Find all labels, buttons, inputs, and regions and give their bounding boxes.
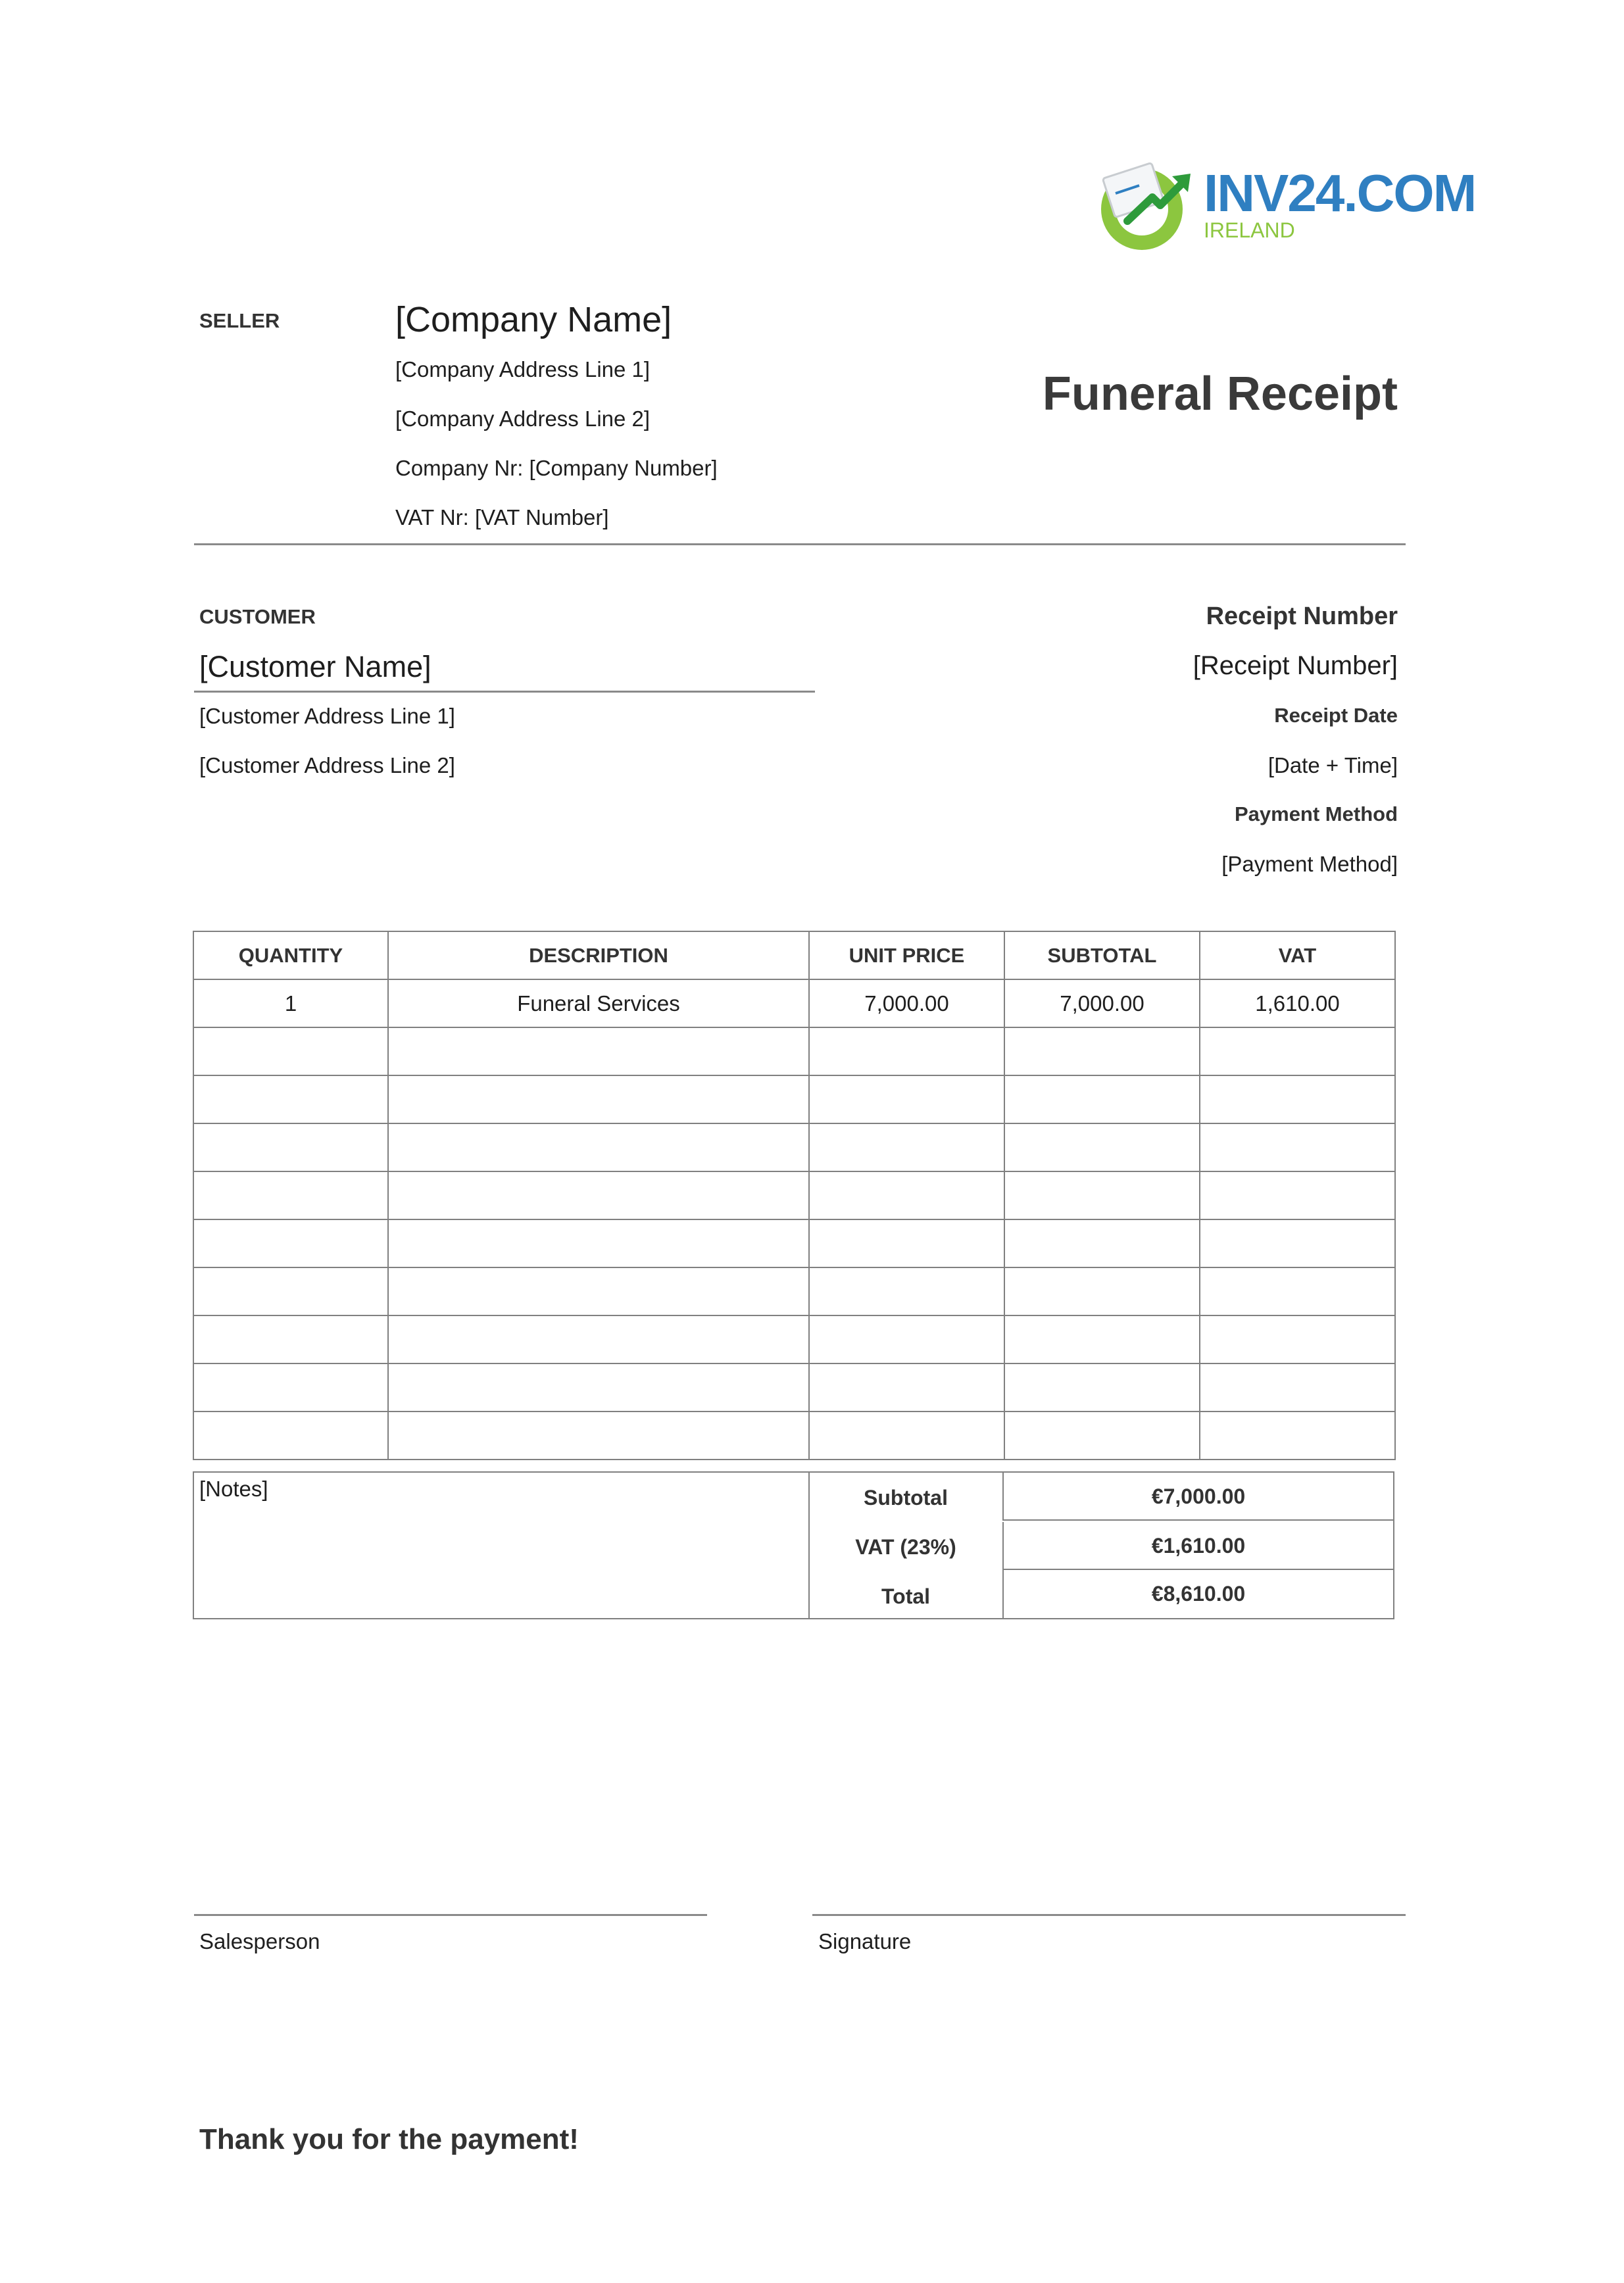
- table-row: [193, 1219, 1395, 1267]
- subtotal-cell: [1004, 1075, 1200, 1123]
- subtotal-cell: [1004, 1123, 1200, 1171]
- subtotal-header: SUBTOTAL: [1004, 931, 1200, 979]
- company-logo: [1095, 157, 1476, 255]
- subtotal-cell: [1004, 1363, 1200, 1412]
- table-row: [193, 1412, 1395, 1460]
- table-row: [193, 1075, 1395, 1123]
- totals-section: [193, 1471, 1394, 1619]
- unit-price-cell: [809, 1027, 1004, 1075]
- unit-price-cell: [809, 1412, 1004, 1460]
- table-row: [193, 1315, 1395, 1363]
- table-row: [193, 1171, 1395, 1219]
- table-row: [193, 1363, 1395, 1412]
- subtotal-value: €7,000.00: [1002, 1473, 1393, 1521]
- subtotal-cell: [1004, 1315, 1200, 1363]
- logo-country: IRELAND: [1204, 218, 1295, 242]
- salesperson-line: [194, 1914, 707, 1916]
- quantity-cell: [193, 1219, 388, 1267]
- vat-cell: [1200, 1363, 1395, 1412]
- unit-price-cell: 7,000.00: [809, 979, 1004, 1027]
- customer-name-underline: [194, 691, 815, 693]
- table-header-row: [193, 931, 1395, 979]
- vat-header: VAT: [1200, 931, 1395, 979]
- subtotal-cell: [1004, 1027, 1200, 1075]
- description-cell: [388, 1315, 809, 1363]
- logo-wordmark: INV24.COM: [1204, 164, 1476, 222]
- description-cell: [388, 1027, 809, 1075]
- unit-price-cell: [809, 1171, 1004, 1219]
- vat-cell: [1200, 1267, 1395, 1315]
- quantity-cell: [193, 1171, 388, 1219]
- customer-address-2: [Customer Address Line 2]: [199, 753, 455, 777]
- payment-method-label: Payment Method: [1234, 802, 1398, 825]
- seller-label: SELLER: [199, 309, 280, 332]
- receipt-number-label: Receipt Number: [1206, 602, 1398, 630]
- receipt-number-value: [Receipt Number]: [1193, 651, 1398, 680]
- customer-address-1: [Customer Address Line 1]: [199, 704, 455, 728]
- unit-price-header: UNIT PRICE: [809, 931, 1004, 979]
- description-cell: [388, 1267, 809, 1315]
- quantity-cell: [193, 1315, 388, 1363]
- payment-method-value: [Payment Method]: [1221, 852, 1398, 876]
- vat-number: VAT Nr: [VAT Number]: [395, 505, 609, 529]
- company-name: [Company Name]: [395, 300, 672, 339]
- thank-you-message: Thank you for the payment!: [199, 2123, 579, 2155]
- vat-cell: [1200, 1123, 1395, 1171]
- quantity-cell: [193, 1363, 388, 1412]
- table-row: [193, 1027, 1395, 1075]
- customer-name: [Customer Name]: [199, 650, 431, 683]
- receipt-date-value: [Date + Time]: [1267, 753, 1398, 777]
- quantity-cell: [193, 1075, 388, 1123]
- unit-price-cell: [809, 1315, 1004, 1363]
- unit-price-cell: [809, 1123, 1004, 1171]
- items-table: [193, 931, 1396, 1460]
- quantity-cell: [193, 1027, 388, 1075]
- description-cell: Funeral Services: [388, 979, 809, 1027]
- receipt-date-label: Receipt Date: [1274, 704, 1398, 727]
- vat-cell: [1200, 1171, 1395, 1219]
- company-address-1: [Company Address Line 1]: [395, 357, 651, 381]
- description-cell: [388, 1123, 809, 1171]
- logo-icon: [1095, 157, 1200, 255]
- company-address-2: [Company Address Line 2]: [395, 406, 651, 431]
- vat-cell: [1200, 1027, 1395, 1075]
- customer-label: CUSTOMER: [199, 605, 316, 628]
- quantity-cell: [193, 1412, 388, 1460]
- total-label: Total: [881, 1584, 931, 1608]
- unit-price-cell: [809, 1075, 1004, 1123]
- vat-total-value: €1,610.00: [1002, 1522, 1393, 1570]
- notes-area: [194, 1473, 810, 1618]
- description-cell: [388, 1412, 809, 1460]
- table-row: [193, 1267, 1395, 1315]
- subtotal-cell: [1004, 1219, 1200, 1267]
- quantity-cell: [193, 1267, 388, 1315]
- notes-text: [Notes]: [199, 1477, 268, 1501]
- vat-total-label: VAT (23%): [855, 1535, 956, 1559]
- unit-price-cell: [809, 1219, 1004, 1267]
- table-row: [193, 1123, 1395, 1171]
- document-title: Funeral Receipt: [1042, 368, 1398, 420]
- subtotal-cell: 7,000.00: [1004, 979, 1200, 1027]
- subtotal-cell: [1004, 1267, 1200, 1315]
- vat-cell: 1,610.00: [1200, 979, 1395, 1027]
- description-cell: [388, 1171, 809, 1219]
- quantity-header: QUANTITY: [193, 931, 388, 979]
- description-cell: [388, 1075, 809, 1123]
- signature-line: [812, 1914, 1406, 1916]
- vat-cell: [1200, 1219, 1395, 1267]
- unit-price-cell: [809, 1267, 1004, 1315]
- description-cell: [388, 1363, 809, 1412]
- vat-cell: [1200, 1075, 1395, 1123]
- description-header: DESCRIPTION: [388, 931, 809, 979]
- description-cell: [388, 1219, 809, 1267]
- quantity-cell: [193, 1123, 388, 1171]
- unit-price-cell: [809, 1363, 1004, 1412]
- signature-label: Signature: [818, 1929, 912, 1953]
- table-row: [193, 979, 1395, 1027]
- salesperson-label: Salesperson: [199, 1929, 320, 1953]
- header-divider: [194, 543, 1406, 545]
- subtotal-label: Subtotal: [864, 1486, 948, 1510]
- subtotal-cell: [1004, 1412, 1200, 1460]
- vat-cell: [1200, 1412, 1395, 1460]
- company-number: Company Nr: [Company Number]: [395, 456, 718, 480]
- grand-total-value: €8,610.00: [1002, 1570, 1393, 1618]
- vat-cell: [1200, 1315, 1395, 1363]
- subtotal-cell: [1004, 1171, 1200, 1219]
- quantity-cell: 1: [193, 979, 388, 1027]
